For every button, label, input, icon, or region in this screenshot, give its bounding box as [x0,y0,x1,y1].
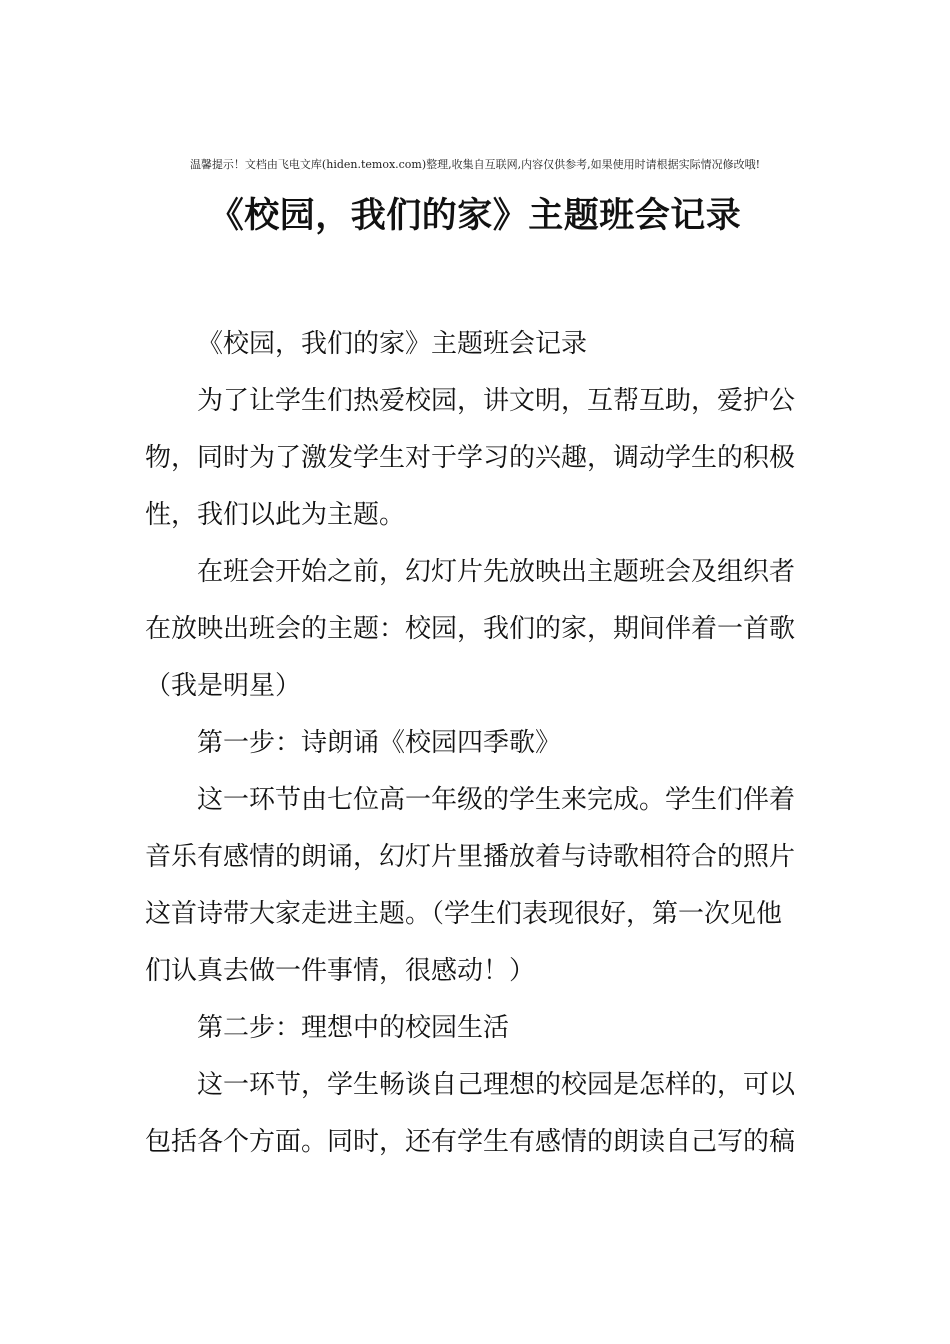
paragraph-step-two-detail [145,1057,807,1171]
paragraph-opening [145,544,807,715]
paragraph-heading-repeat [145,316,807,373]
text-line: 这一环节由七位高一年级的学生来完成。学生们伴着 [197,785,796,815]
text-line: 在班会开始之前，幻灯片先放映出主题班会及组织者 [197,557,796,587]
paragraph-purpose [145,373,807,544]
text-line: 第一步：诗朗诵《校园四季歌》 [197,728,562,758]
text-line: 物，同时为了激发学生对于学习的兴趣，调动学生的积极 [145,443,796,473]
document-body [145,316,807,1171]
text-line: 这首诗带大家走进主题。（学生们表现很好，第一次见他 [145,899,783,929]
document-title: 《校园，我们的家》主题班会记录 [208,195,742,236]
paragraph-step-one-heading [145,715,807,772]
text-line: （我是明星） [145,671,302,701]
text-line: 第二步：理想中的校园生活 [197,1013,510,1043]
text-line: 《校园，我们的家》主题班会记录 [197,329,588,359]
text-line: 包括各个方面。同时，还有学生有感情的朗读自己写的稿 [145,1127,796,1157]
text-line: 们认真去做一件事情，很感动！） [145,956,536,986]
text-line: 在放映出班会的主题：校园，我们的家，期间伴着一首歌 [145,614,796,644]
text-line: 为了让学生们热爱校园，讲文明，互帮互助，爱护公 [197,386,796,416]
text-line: 这一环节，学生畅谈自己理想的校园是怎样的，可以 [197,1070,796,1100]
paragraph-step-one-detail [145,772,807,1000]
paragraph-step-two-heading [145,1000,807,1057]
text-line: 性，我们以此为主题。 [145,500,406,530]
download-notice: 温馨提示！文档由飞电文库(hiden.temox.com)整理,收集自互联网,内容仅供参考,如果使用时请根据实际情况修改哦! [189,158,761,171]
text-line: 音乐有感情的朗诵，幻灯片里播放着与诗歌相符合的照片 [145,842,796,872]
